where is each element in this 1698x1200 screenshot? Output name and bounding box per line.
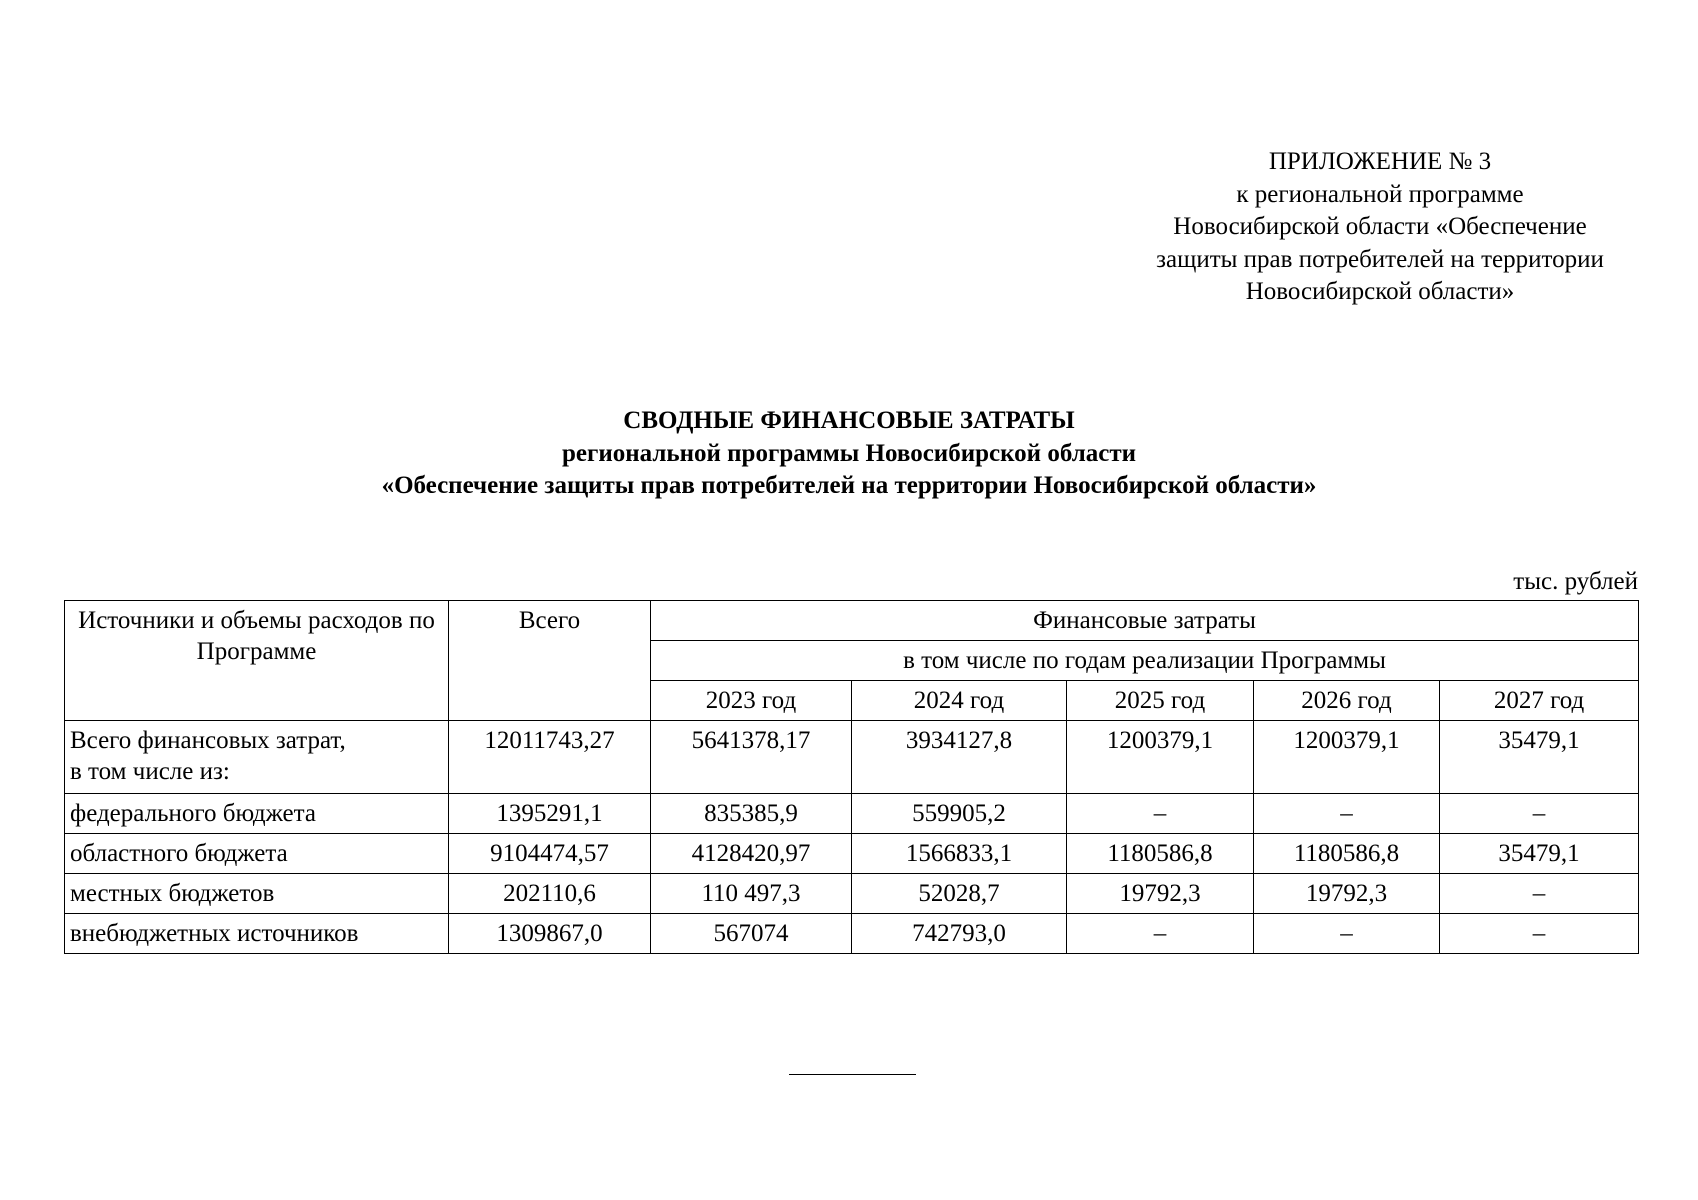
row-total: 1395291,1 xyxy=(449,794,651,834)
row-value: – xyxy=(1067,914,1254,954)
row-value: – xyxy=(1440,794,1639,834)
appendix-header xyxy=(1120,146,1640,309)
row-value: – xyxy=(1254,914,1440,954)
header-source: Источники и объемы расходов по Программе xyxy=(65,601,449,721)
row-value: 35479,1 xyxy=(1440,834,1639,874)
row-value: – xyxy=(1067,794,1254,834)
title-line: СВОДНЫЕ ФИНАНСОВЫЕ ЗАТРАТЫ xyxy=(623,407,1075,434)
title-line: «Обеспечение защиты прав потребителей на территории Новосибирской области» xyxy=(381,472,1317,499)
row-label: внебюджетных источников xyxy=(65,914,449,954)
row-value: 35479,1 xyxy=(1440,721,1639,794)
row-value: 19792,3 xyxy=(1254,874,1440,914)
appendix-line: Новосибирской области» xyxy=(1245,278,1515,305)
row-value: 52028,7 xyxy=(852,874,1067,914)
header-year: 2023 год xyxy=(651,681,852,721)
header-year: 2025 год xyxy=(1067,681,1254,721)
appendix-line: защиты прав потребителей на территории xyxy=(1156,245,1604,273)
row-value: 110 497,3 xyxy=(651,874,852,914)
row-value: 559905,2 xyxy=(852,794,1067,834)
appendix-line: Новосибирской области «Обеспечение xyxy=(1173,213,1587,240)
units-label: тыс. рублей xyxy=(1513,568,1638,595)
title-line: региональной программы Новосибирской области xyxy=(561,439,1137,467)
header-subgroup: в том числе по годам реализации Программы xyxy=(651,641,1639,681)
row-value: 1566833,1 xyxy=(852,834,1067,874)
header-year: 2024 год xyxy=(852,681,1067,721)
row-label: местных бюджетов xyxy=(65,874,449,914)
financial-costs-table xyxy=(64,600,1639,954)
table-row xyxy=(65,721,1639,794)
row-total: 9104474,57 xyxy=(449,834,651,874)
appendix-line: ПРИЛОЖЕНИЕ № 3 xyxy=(1268,148,1492,175)
row-value: – xyxy=(1254,794,1440,834)
end-divider xyxy=(789,1074,916,1075)
table-row xyxy=(65,794,1639,834)
header-group: Финансовые затраты xyxy=(651,601,1639,641)
header-total: Всего xyxy=(449,601,651,721)
row-value: 742793,0 xyxy=(852,914,1067,954)
row-label: Всего финансовых затрат, в том числе из: xyxy=(65,721,449,794)
row-value: 3934127,8 xyxy=(852,721,1067,794)
row-value: – xyxy=(1440,874,1639,914)
row-value: 1200379,1 xyxy=(1254,721,1440,794)
row-value: 567074 xyxy=(651,914,852,954)
document-title xyxy=(0,405,1698,503)
row-value: 835385,9 xyxy=(651,794,852,834)
row-total: 12011743,27 xyxy=(449,721,651,794)
header-year: 2027 год xyxy=(1440,681,1639,721)
row-value: 19792,3 xyxy=(1067,874,1254,914)
row-total: 202110,6 xyxy=(449,874,651,914)
row-value: – xyxy=(1440,914,1639,954)
appendix-line: к региональной программе xyxy=(1236,180,1524,208)
table-row xyxy=(65,834,1639,874)
row-label: областного бюджета xyxy=(65,834,449,874)
row-total: 1309867,0 xyxy=(449,914,651,954)
row-value: 4128420,97 xyxy=(651,834,852,874)
row-value: 1180586,8 xyxy=(1254,834,1440,874)
table-row xyxy=(65,914,1639,954)
row-value: 1200379,1 xyxy=(1067,721,1254,794)
table-row xyxy=(65,874,1639,914)
row-label: федерального бюджета xyxy=(65,794,449,834)
row-value: 1180586,8 xyxy=(1067,834,1254,874)
header-year: 2026 год xyxy=(1254,681,1440,721)
row-value: 5641378,17 xyxy=(651,721,852,794)
